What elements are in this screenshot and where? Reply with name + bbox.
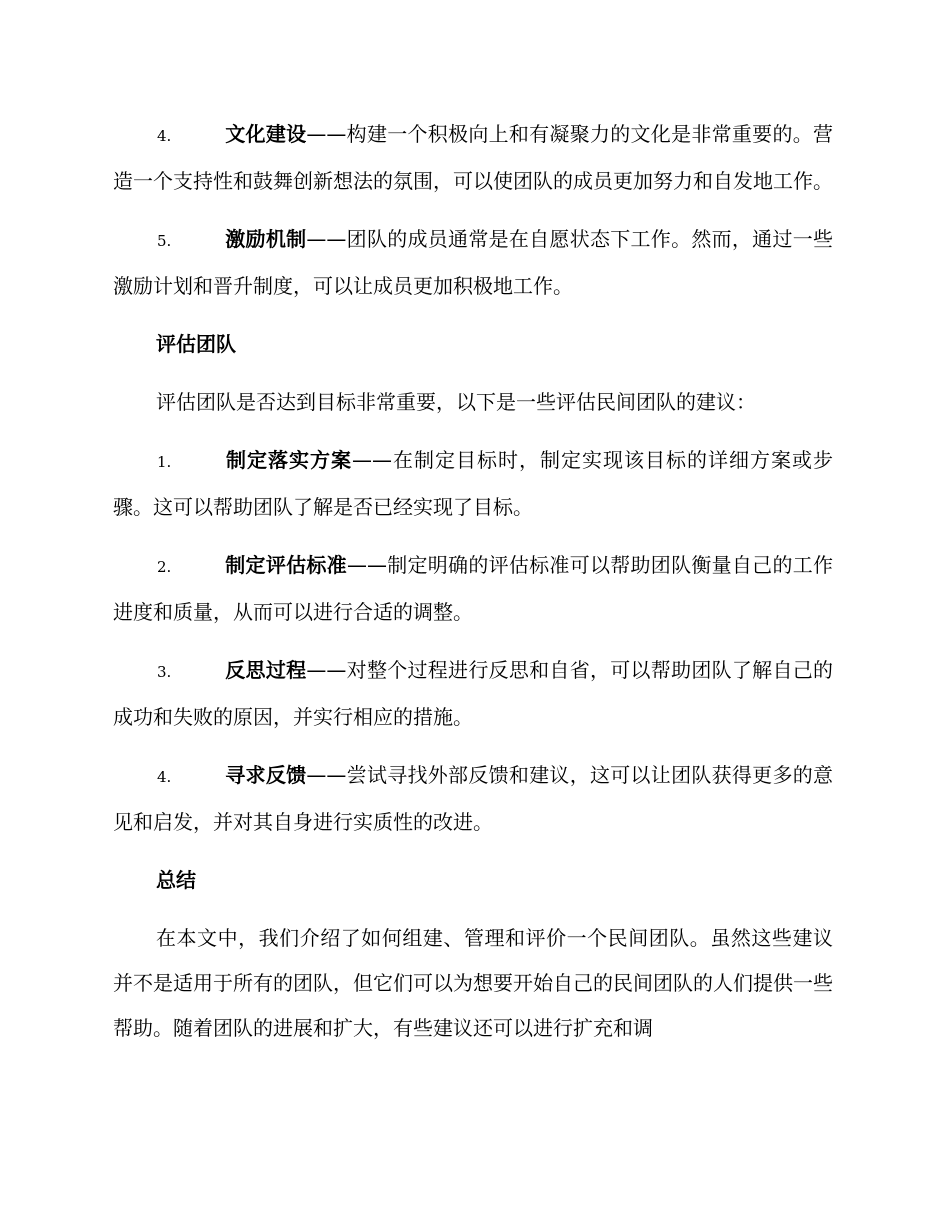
section-heading-summary: 总结 — [156, 868, 196, 892]
evaluate-intro: 评估团队是否达到目标非常重要，以下是一些评估民间团队的建议： — [156, 390, 756, 414]
list-item-term: 文化建设 — [225, 122, 307, 146]
list-item-term: 制定评估标准 — [225, 553, 347, 577]
list-item-plan — [113, 438, 833, 530]
list-item-text: ——团队的成员通常是在自愿状态下工作。然而，通过一些激励计划和晋升制度，可以让成员更加积极地工作。 — [113, 227, 834, 298]
list-number: 2. — [157, 558, 172, 576]
list-number: 5. — [157, 232, 172, 250]
list-item-text: ——尝试寻找外部反馈和建议，这可以让团队获得更多的意见和启发，并对其自身进行实质性的改进。 — [113, 763, 834, 834]
list-item-culture — [113, 112, 833, 204]
section-heading-evaluate: 评估团队 — [156, 332, 236, 356]
list-item-text: ——构建一个积极向上和有凝聚力的文化是非常重要的。营造一个支持性和鼓舞创新想法的氛围，可以使团队的成员更加努力和自发地工作。 — [113, 122, 834, 193]
list-item-term: 制定落实方案 — [225, 448, 352, 472]
list-item-text: ——在制定目标时，制定实现该目标的详细方案或步骤。这可以帮助团队了解是否已经实现了目标。 — [113, 448, 833, 519]
list-number: 4. — [157, 127, 172, 145]
list-item-text: ——对整个过程进行反思和自省，可以帮助团队了解自己的成功和失败的原因，并实行相应的措施。 — [113, 658, 834, 729]
list-item-feedback — [113, 753, 833, 845]
list-number: 4. — [157, 768, 172, 786]
list-number: 1. — [157, 453, 172, 471]
document-page — [113, 112, 833, 1064]
list-number: 3. — [157, 663, 172, 681]
list-item-term: 激励机制 — [225, 227, 307, 251]
list-item-text: ——制定明确的评估标准可以帮助团队衡量自己的工作进度和质量，从而可以进行合适的调整。 — [113, 553, 834, 624]
list-item-term: 寻求反馈 — [225, 763, 307, 787]
list-item-reflect — [113, 648, 833, 740]
list-item-criteria — [113, 543, 833, 635]
list-item-incentive — [113, 217, 833, 309]
summary-paragraph: 在本文中，我们介绍了如何组建、管理和评价一个民间团队。虽然这些建议并不是适用于所有的团队，但它们可以为想要开始自己的民间团队的人们提供一些帮助。随着团队的进展和扩大，有些建议还可以进行扩充和调 — [113, 926, 833, 1040]
list-item-term: 反思过程 — [225, 658, 307, 682]
